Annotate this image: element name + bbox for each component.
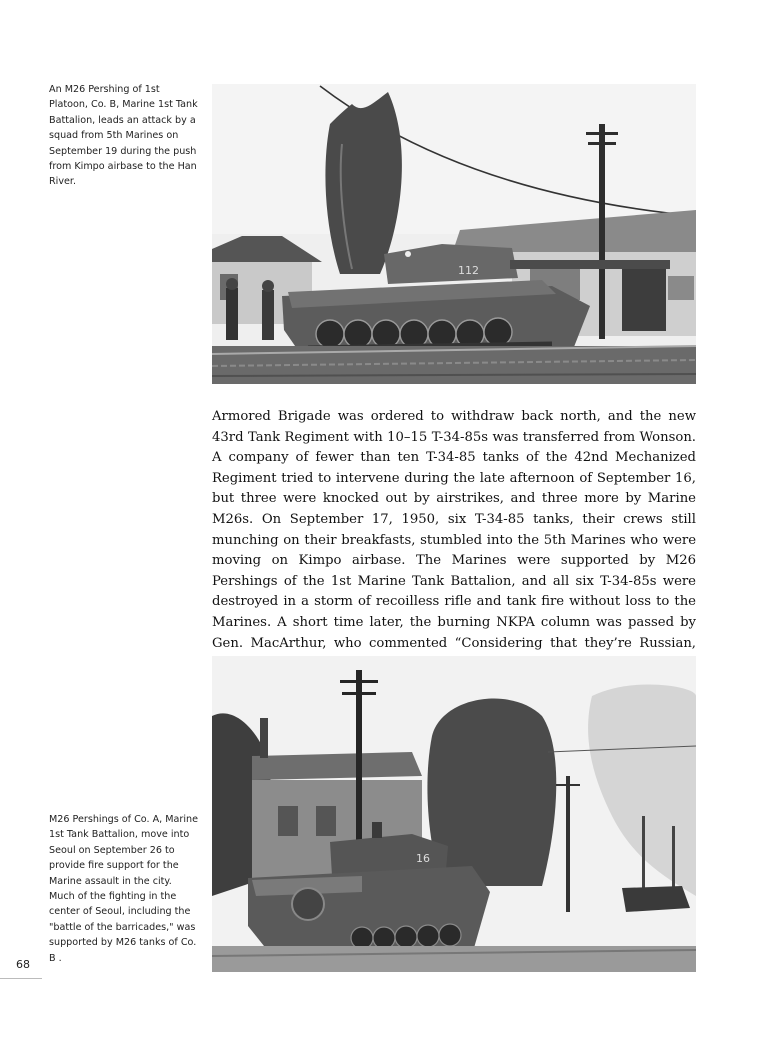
page-number: 68 — [16, 958, 30, 971]
photo-m26-pershings-seoul — [212, 656, 696, 972]
page-number-rule — [0, 978, 42, 979]
tank-marking-1: 112 — [458, 264, 479, 277]
figure-caption-1: An M26 Pershing of 1st Platoon, Co. B, Marine 1st Tank Battalion, leads an attack by a squad from 5th Marines on September 19 during the push from Kimpo airbase to the Han River. — [49, 84, 198, 188]
tank-marking-2: 16 — [416, 852, 430, 865]
figure-caption-2: M26 Pershings of Co. A, Marine 1st Tank Battalion, move into Seoul on September 26 to provide fire support for the Marine assault in the city. Much of the fighting in the center of Seoul, including the "battle of the barricades," was supported by M26 tanks of Co. B . — [49, 814, 198, 964]
photo-m26-pershing-attack — [212, 84, 696, 384]
body-paragraph: Armored Brigade was ordered to withdraw back north, and the new 43rd Tank Regiment with 10–15 T-34-85s was transferred from Wonson. A company of fewer than ten T-34-85 tanks of the 42nd Mechanized Regiment tried to intervene during the late afternoon of September 16, but three were knocked out by airstrikes, and three more by Marine M26s. On September 17, 1950, six T-34-85 tanks, their crews still munching on their breakfasts, stumbled into the 5th Marines who were moving on Kimpo airbase. The Marines were supported by M26 Pershings of the 1st Marine Tank Battalion, and all six T-34-85s were destroyed in a storm of recoilless rifle and tank fire without loss to the Marines. A short time later, the burning NKPA column was passed by Gen. MacArthur, who commented “Considering that they’re Russian, — [212, 409, 696, 651]
